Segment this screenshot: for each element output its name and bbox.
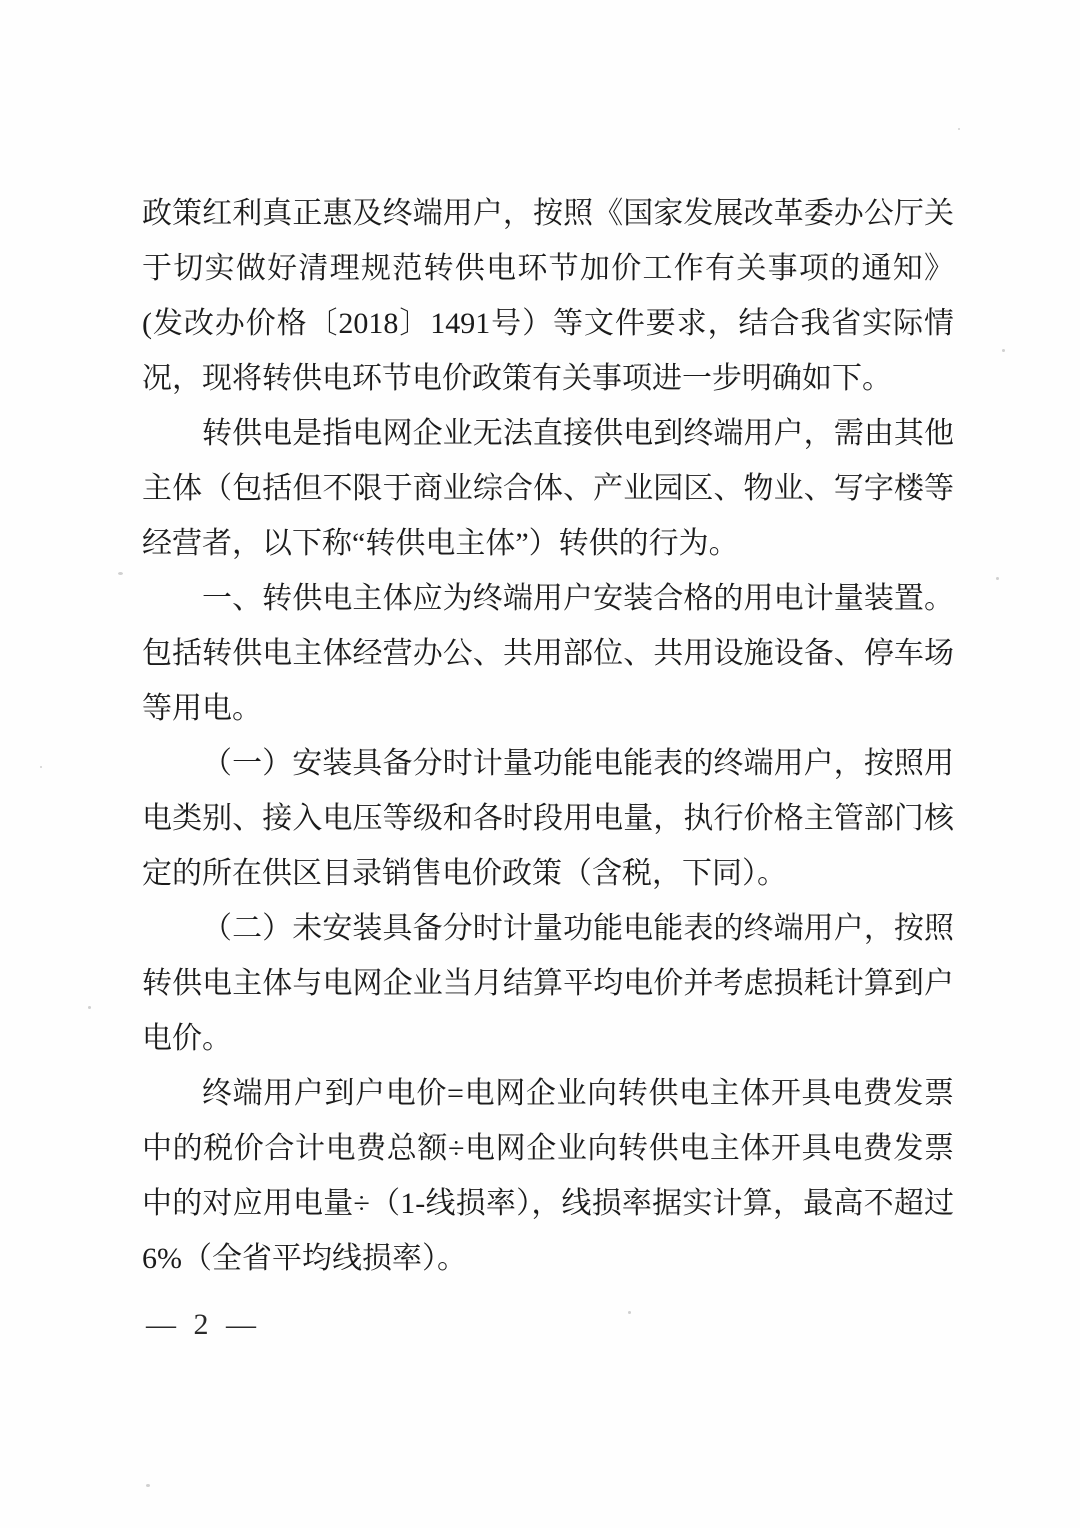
paragraph: （一）安装具备分时计量功能电能表的终端用户，按照用电类别、接入电压等级和各时段用电量，执行价格主管部门核定的所在供区目录销售电价政策（含税，下同）。	[142, 747, 954, 890]
paragraph: 终端用户到户电价=电网企业向转供电主体开具电费发票中的税价合计电费总额÷电网企业向转供电主体开具电费发票中的对应用电量÷（1-线损率），线损率据实计算，最高不超过6%（全省平均线损率）。	[142, 1077, 954, 1275]
paragraph: 转供电是指电网企业无法直接供电到终端用户，需由其他主体（包括但不限于商业综合体、产业园区、物业、写字楼等经营者，以下称“转供电主体”）转供的行为。	[142, 417, 954, 560]
paragraph: 一、转供电主体应为终端用户安装合格的用电计量装置。包括转供电主体经营办公、共用部位、共用设施设备、停车场等用电。	[142, 582, 954, 725]
body-text	[142, 186, 954, 1286]
paragraph: （二）未安装具备分时计量功能电能表的终端用户，按照转供电主体与电网企业当月结算平均电价并考虑损耗计算到户电价。	[142, 912, 954, 1055]
paragraph: 政策红利真正惠及终端用户，按照《国家发展改革委办公厅关于切实做好清理规范转供电环节加价工作有关事项的通知》(发改办价格〔2018〕1491号）等文件要求，结合我省实际情况，现将转供电环节电价政策有关事项进一步明确如下。	[142, 197, 954, 395]
page-number: — 2 —	[146, 1308, 261, 1341]
